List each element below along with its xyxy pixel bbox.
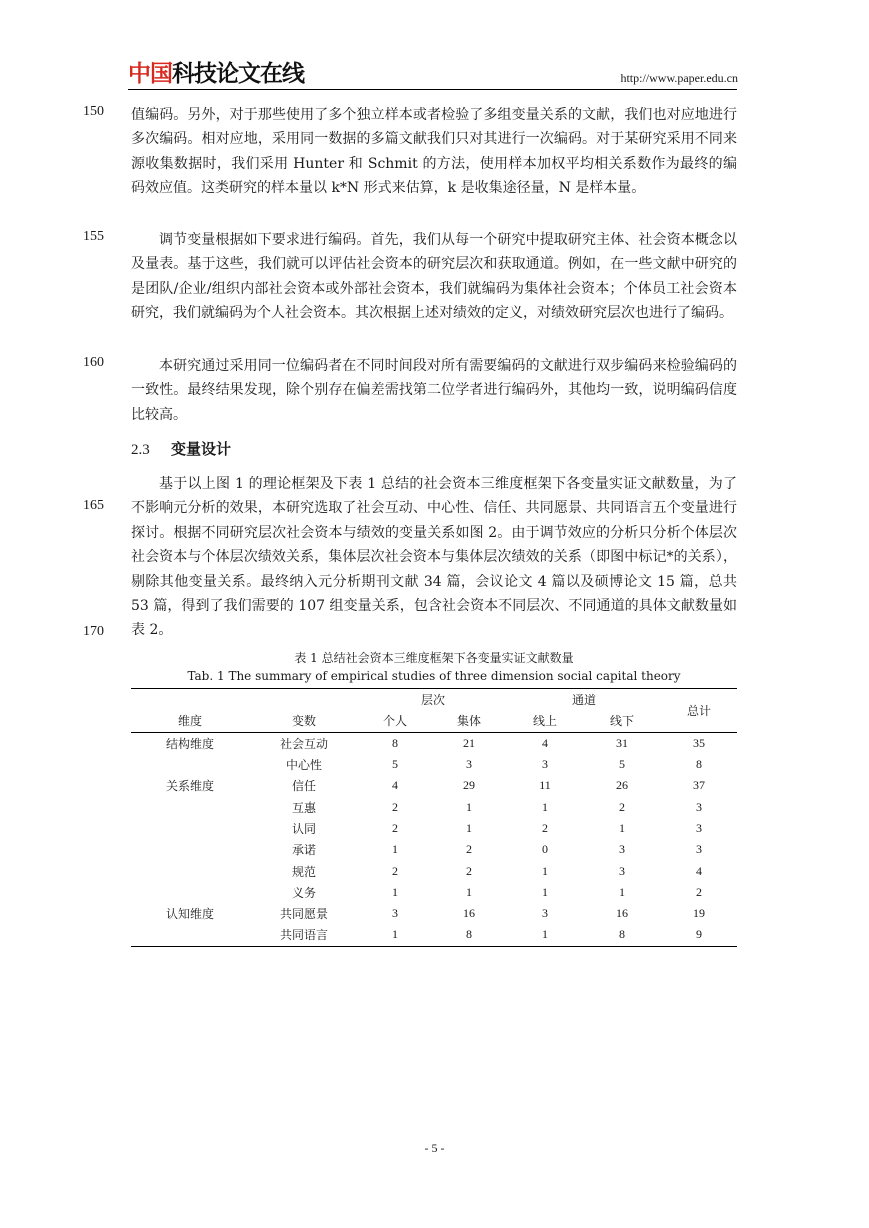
table-cell: 37: [693, 778, 705, 793]
column-header: 总计: [661, 689, 737, 733]
table-cell: 0: [542, 842, 548, 857]
table-cell: 31: [616, 735, 628, 750]
column-header: 变数: [249, 710, 359, 732]
table-cell: 1: [619, 884, 625, 899]
table-cell: 2: [392, 863, 398, 878]
table-cell: 1: [542, 884, 548, 899]
column-header: 个人: [359, 710, 431, 732]
table-cell: 4: [696, 863, 702, 878]
table-cell: [131, 924, 249, 946]
table-cell: 1: [392, 884, 398, 899]
table-cell: 关系维度: [165, 779, 214, 794]
table-cell: 19: [693, 906, 705, 921]
table-cell: [131, 860, 249, 881]
line-number: 155: [83, 229, 104, 244]
table-cell: 8: [431, 924, 507, 946]
table-cell: 4: [392, 778, 398, 793]
table-cell: 2: [466, 842, 472, 857]
table-cell: 26: [616, 778, 628, 793]
table-cell: 1: [466, 820, 472, 835]
table-cell: [131, 882, 249, 903]
table-caption-cn: 表 1 总结社会资本三维度框架下各变量实证文献数量: [294, 651, 574, 665]
journal-logo: 中国科技论文在线: [128, 61, 304, 87]
line-number: 170: [83, 624, 104, 639]
table-cell: 中心性: [285, 758, 322, 773]
table-row: [131, 903, 737, 924]
table-cell: 1: [542, 799, 548, 814]
table-cell: 8: [392, 735, 398, 750]
body-paragraph: 值编码。另外，对于那些使用了多个独立样本或者检验了多组变量关系的文献，我们也对应地进行多次编码。相对应地，采用同一数据的多篇文献我们只对其进行一次编码。对于某研究采用不同来源收集数据时，我们采用 Hunter 和 Schmit 的方法，使用样本加权平均相关系数作为最终的编码效应值。这类研究的样本量以 k*N 形式来估算，k 是收集途径量，N 是样本量。: [131, 107, 737, 197]
table-row: [131, 775, 737, 796]
table-cell: 3: [466, 757, 472, 772]
header-rule: [128, 89, 737, 90]
table-cell: 1: [466, 799, 472, 814]
table-cell: 1: [507, 924, 583, 946]
table-cell: 1: [392, 842, 398, 857]
table-cell: 5: [392, 757, 398, 772]
body-paragraph: 调节变量根据如下要求进行编码。首先，我们从每一个研究中提取研究主体、社会资本概念以及量表。基于这些，我们就可以评估社会资本的研究层次和获取通道。例如，在一些文献中研究的是团队/企业/组织内部社会资本或外部社会资本，我们就编码为集体社会资本；个体员工社会资本研究，我们就编码为个人社会资本。其次根据上述对绩效的定义，对绩效研究层次也进行了编码。: [131, 232, 737, 322]
table-cell: 2: [392, 820, 398, 835]
table-cell: 3: [392, 906, 398, 921]
table-cell: 认同: [291, 821, 316, 836]
table-cell: 3: [696, 820, 702, 835]
table-cell: 3: [542, 906, 548, 921]
table-cell: 1: [542, 863, 548, 878]
table-cell: 共同语言: [249, 924, 359, 946]
table-cell: 1: [359, 924, 431, 946]
table-cell: 义务: [291, 885, 316, 900]
table-cell: 2: [696, 884, 702, 899]
table-cell: 互惠: [291, 800, 316, 815]
table-cell: [131, 818, 249, 839]
table-header-row: [131, 710, 737, 732]
table-row: [131, 924, 737, 946]
table-cell: 规范: [291, 864, 316, 879]
table-row: [131, 754, 737, 775]
table-cell: 1: [466, 884, 472, 899]
table-cell: [131, 754, 249, 775]
table-cell: 3: [696, 799, 702, 814]
column-header: 集体: [431, 710, 507, 732]
body-paragraph: 基于以上图 1 的理论框架及下表 1 总结的社会资本三维度框架下各变量实证文献数量，为了不影响元分析的效果，本研究选取了社会互动、中心性、信任、共同愿景、共同语言五个变量进行探讨。根据不同研究层次社会资本与绩效的变量关系如图 2。由于调节效应的分析只分析个体层次社会资本与个体层次绩效关系，集体层次社会资本与集体层次绩效的关系（即图中标记*的关系），剔除其他变量关系。最终纳入元分析期刊文献 34 篇，会议论文 4 篇以及硕博论文 15 篇，总共 53 篇，得到了我们需要的 107 组变量关系，包含社会资本不同层次、不同通道的具体文献数量如表 2。: [131, 476, 737, 639]
table-cell: 社会互动: [279, 736, 328, 751]
table-cell: 1: [619, 820, 625, 835]
body-paragraph: 本研究通过采用同一位编码者在不同时间段对所有需要编码的文献进行双步编码来检验编码的一致性。最终结果发现，除个别存在偏差需找第二位学者进行编码外，其他均一致，说明编码信度比较高。: [131, 358, 737, 423]
column-header: 维度: [131, 710, 249, 732]
table-cell: 3: [619, 863, 625, 878]
table-cell: 3: [619, 842, 625, 857]
table-cell: 承诺: [291, 843, 316, 858]
table-cell: 认知维度: [165, 907, 214, 922]
group-header-channel: 通道: [507, 689, 661, 711]
summary-table: [131, 688, 737, 947]
group-header-level: 层次: [359, 689, 507, 711]
table-cell: [131, 796, 249, 817]
table-cell: 信任: [291, 779, 316, 794]
table-cell: 35: [693, 735, 705, 750]
table-row: [131, 882, 737, 903]
header-url: http://www.paper.edu.cn: [620, 71, 738, 85]
table-cell: 2: [542, 820, 548, 835]
table-cell: 共同愿景: [279, 907, 328, 922]
table-row: [131, 860, 737, 881]
section-heading: 2.3 变量设计: [131, 440, 232, 458]
table-cell: 8: [696, 757, 702, 772]
table-cell: 16: [463, 906, 475, 921]
table-group-row: [131, 689, 737, 711]
table-caption-en: Tab. 1 The summary of empirical studies of three dimension social capital theory: [187, 669, 681, 683]
table-cell: 9: [661, 924, 737, 946]
table-cell: 2: [619, 799, 625, 814]
line-number: 165: [83, 498, 104, 513]
table-cell: 2: [466, 863, 472, 878]
table-cell: [131, 839, 249, 860]
table-row: [131, 732, 737, 754]
table-cell: 3: [542, 757, 548, 772]
table-cell: 2: [392, 799, 398, 814]
table-cell: 结构维度: [165, 736, 214, 751]
table-row: [131, 796, 737, 817]
table-cell: 29: [463, 778, 475, 793]
table-cell: 8: [583, 924, 661, 946]
table-cell: 3: [696, 842, 702, 857]
line-number: 160: [83, 355, 104, 370]
table-cell: 16: [616, 906, 628, 921]
table-cell: 4: [542, 735, 548, 750]
line-number: 150: [83, 104, 104, 119]
table-cell: 11: [539, 778, 551, 793]
table-row: [131, 839, 737, 860]
column-header: 线下: [583, 710, 661, 732]
table-cell: 21: [463, 735, 475, 750]
column-header: 线上: [507, 710, 583, 732]
table-cell: 5: [619, 757, 625, 772]
table-row: [131, 818, 737, 839]
page-number: - 5 -: [424, 1141, 445, 1155]
